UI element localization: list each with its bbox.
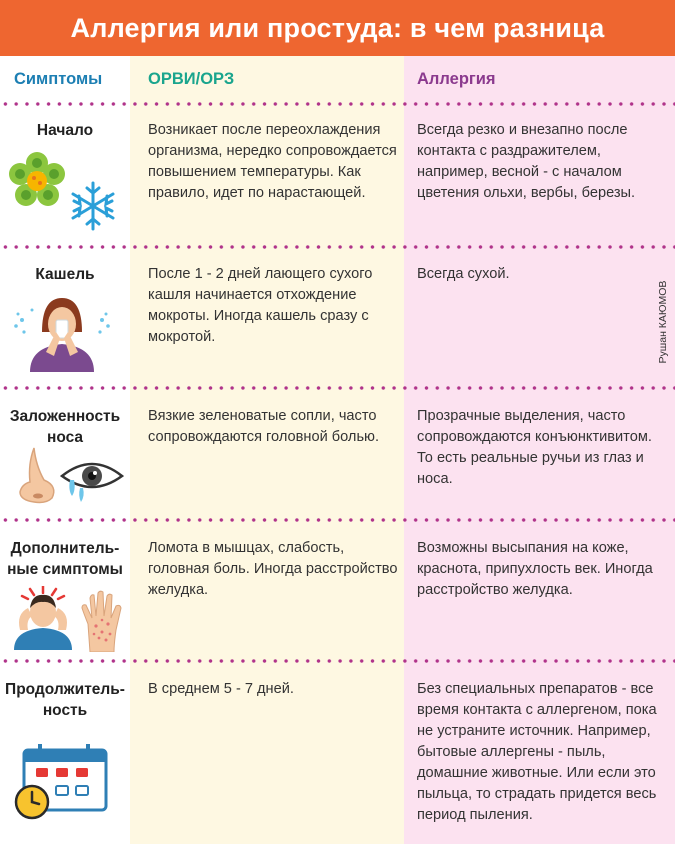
orvi-text-duration: В среднем 5 - 7 дней. [148,681,294,697]
nose-icon [14,446,60,506]
page-title: Аллергия или простуда: в чем разница [70,12,605,43]
allergy-text-congestion: Прозрачные выделения, часто сопровождаются конъюнктивитом. То есть реальные ручьи из глаз и носа. [417,408,652,487]
row-divider [0,245,675,249]
author-credit [651,262,675,382]
symptoms-header: Симптомы [14,70,103,88]
author-name: Рушан КАЮМОВ [657,280,669,364]
allergy-text-duration: Без специальных препаратов - все время контакта с аллергеном, пока не устраните источник. Например, бытовые аллергены - пыль, домашние животные. Или если это пыльца, то страдать придется весь период пыления. [417,681,657,823]
row-label-congestion: Заложенность носа [9,408,121,446]
snowflake-icon [67,180,119,232]
flower-icon [6,150,68,212]
row-divider [0,518,675,522]
allergy-header: Аллергия [417,70,496,88]
orvi-text-cough: После 1 - 2 дней лающего сухого кашля начинается отхождение мокроты. Иногда кашель сразу с мокротой. [148,266,373,345]
orvi-text-onset: Возникает после переохлаждения организма, нередко сопровождается повышением температуры. Как правило, идет по нарастающей. [148,122,397,201]
orvi-header: ОРВИ/ОРЗ [148,70,235,88]
allergy-text-cough: Всегда сухой. [417,266,510,282]
row-divider [0,386,675,390]
allergy-text-onset: Всегда резко и внезапно после контакта с раздражителем, например, весной - с началом цветения ольхи, вербы, березы. [417,122,636,201]
row-label-cough: Кашель [35,266,95,283]
teary-eye-icon [60,456,124,504]
calendar-clock-icon [14,744,110,822]
row-label-onset: Начало [36,122,94,139]
headache-person-icon [8,586,78,650]
row-divider [0,659,675,663]
allergy-text-extra: Возможны высыпания на коже, краснота, припухлость век. Иногда расстройство желудка. [417,540,653,598]
row-label-extra: Дополнитель-ные симптомы [7,540,123,578]
title-banner [0,0,675,56]
orvi-text-congestion: Вязкие зеленоватые сопли, часто сопровождаются головной болью. [148,408,380,445]
row-divider [0,102,675,106]
sneezing-person-icon [12,292,112,372]
row-label-duration: Продолжитель-ность [5,681,125,719]
rash-hand-icon [80,590,126,652]
orvi-text-extra: Ломота в мышцах, слабость, головная боль. Иногда расстройство желудка. [148,540,398,598]
